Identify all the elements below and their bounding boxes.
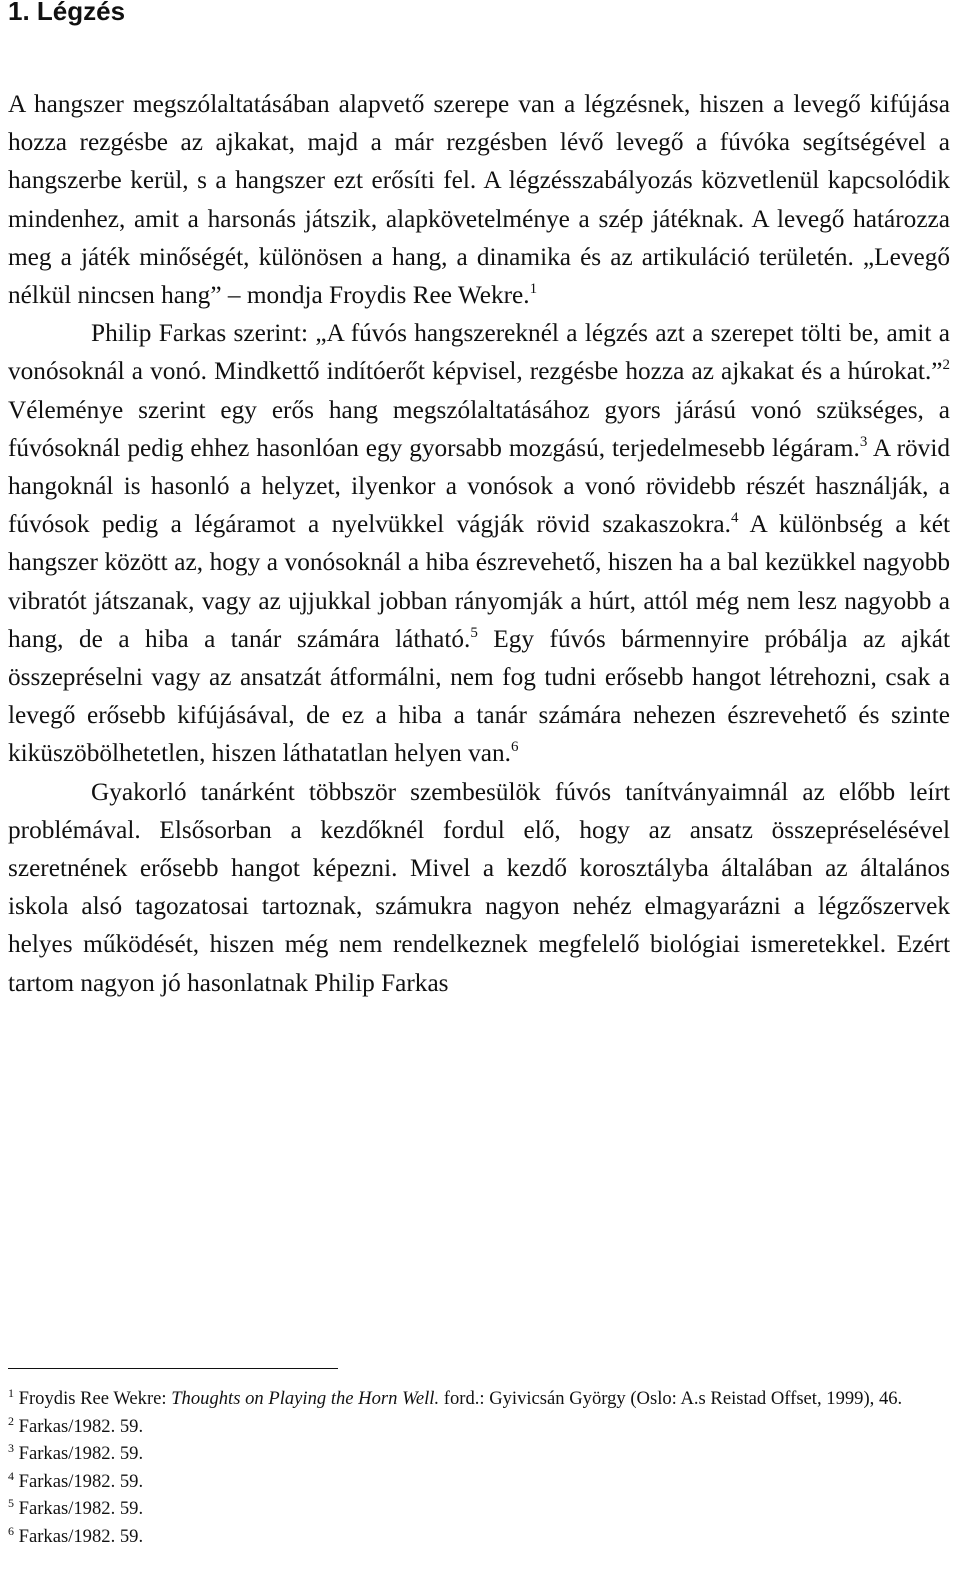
footnote-text: Froydis Ree Wekre:: [14, 1388, 172, 1409]
footnote-ref-6: 6: [510, 739, 519, 756]
paragraph-3: Gyakorló tanárként többször szembesülök fúvós tanítványaimnál az előbb leírt problémával. Elsősorban a kezdőknél fordul elő, hogy az ansatz összepréselésével szeretnének erősebb hangot képezni. Mivel a kezdő korosztályba általában az általános iskola alsó tagozatosai tartoznak, számukra nagyon nehéz elmagyarázni a légzőszervek helyes működését, hiszen még nem rendelkeznek megfelelő biológiai ismeretekkel. Ezért tartom nagyon jó hasonlatnak Philip Farkas: [8, 777, 950, 997]
section-heading: 1. Légzés: [8, 0, 126, 26]
footnote-3: [8, 1440, 950, 1468]
paragraph-1-text: A hangszer megszólaltatásában alapvető szerepe van a légzésnek, hiszen a levegő kifújása hozza rezgésbe az ajkakat, majd a már rezgésben lévő levegő a fúvóka segítségével a hangszerbe kerül, s a hangszer ezt erősíti fel. A légzésszabályozás közvetlenül kapcsolódik mindenhez, amit a harsonás játszik, alapkövetelménye a szép játéknak. A levegő határozza meg a játék minőségét, különösen a hang, a dinamika és az artikuláció területén. „Levegő nélkül nincsen hang” – mondja Froydis Ree Wekre.: [8, 90, 950, 310]
footnote-text: ford.: Gyivicsán György (Oslo: A.s Reistad Offset, 1999), 46.: [439, 1388, 903, 1409]
footnote-ref-1: 1: [529, 281, 538, 298]
paragraph-2-text-c: A rövid hangoknál is hasonló a helyzet, ilyenkor a vonósok a vonó rövidebb részét használják, a fúvósok pedig a légáramot a nyelvükkel vágják rövid szakaszokra.: [8, 433, 950, 539]
body-text: [8, 85, 950, 1002]
footnote-number: 4: [8, 1468, 14, 1483]
paragraph-1: [8, 85, 950, 314]
footnote-text: Farkas/1982. 59.: [14, 1443, 144, 1464]
paragraph-2-text-e: Egy fúvós bármennyire próbálja az ajkát összepréselni vagy az ansatzát átformálni, nem fog tudni erősebb hangot létrehozni, csak a levegő erősebb kifújásával, de ez a hiba a tanár számára nehezen észrevehető és szinte kiküszöbölhetetlen, hiszen láthatatlan helyen van.: [8, 624, 950, 768]
footnote-ref-2: 2: [942, 357, 950, 374]
footnote-ref-3: 3: [859, 433, 868, 450]
footnote-number: 3: [8, 1441, 14, 1455]
footnote-number: 6: [8, 1523, 14, 1538]
paragraph-2-text-b: Véleménye szerint egy erős hang megszólaltatásához gyors járású vonó szükséges, a fúvósoknál pedig ehhez hasonlóan egy gyorsabb mozgású, terjedelmesebb légáram.: [8, 395, 950, 462]
paragraph-2-text-d: A különbség a két hangszer között az, hogy a vonósoknál a hiba észrevehető, hiszen ha a bal kezükkel nagyobb vibratót játszanak, vagy az ujjukkal jobban rányomják a húrt, attól még nem lesz nagyobb a hang, de a hiba a tanár számára látható.: [8, 510, 950, 653]
footnote-text: Farkas/1982. 59.: [14, 1470, 144, 1492]
footnote-4: [8, 1468, 950, 1496]
footnote-2: [8, 1413, 950, 1441]
footnote-book-title: Thoughts on Playing the Horn Well.: [171, 1388, 440, 1409]
footnote-ref-5: 5: [470, 624, 478, 641]
footnote-ref-4: 4: [730, 510, 739, 527]
paragraph-2: [8, 314, 950, 772]
footnote-text: Farkas/1982. 59.: [14, 1415, 144, 1437]
paragraph-2-text-a: Philip Farkas szerint: „A fúvós hangszereknél a légzés azt a szerepet tölti be, amit a vonósoknál a vonó. Mindkettő indítóerőt képvisel, rezgésbe hozza az ajkakat és a húrokat.”: [8, 319, 950, 386]
footnotes: [8, 1385, 950, 1550]
footnote-number: 5: [8, 1496, 14, 1510]
footnote-number: 1: [8, 1386, 14, 1400]
footnote-text: Farkas/1982. 59.: [14, 1498, 144, 1519]
footnote-separator: [8, 1368, 338, 1369]
footnote-6: [8, 1523, 950, 1551]
footnote-text: Farkas/1982. 59.: [14, 1525, 144, 1547]
footnote-number: 2: [8, 1413, 14, 1428]
footnote-5: [8, 1495, 950, 1523]
footnote-1: [8, 1385, 950, 1413]
